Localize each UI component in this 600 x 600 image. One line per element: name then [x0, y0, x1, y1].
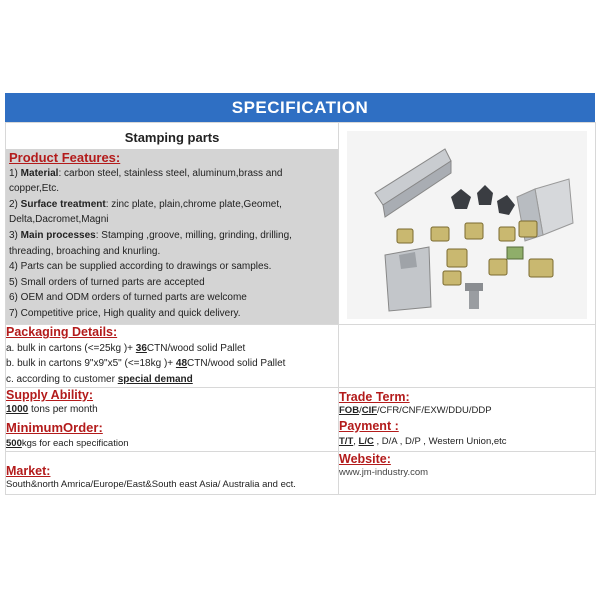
specification-banner: SPECIFICATION [5, 93, 595, 122]
feature-line: 2) Surface treatment: zinc plate, plain,chrome plate,Geomet, [9, 198, 282, 210]
feature-line: 4) Parts can be supplied according to drawings or samples. [9, 261, 272, 273]
feature-line: Delta,Dacromet,Magni [9, 214, 109, 226]
features-heading: Product Features: [9, 150, 121, 165]
feature-line: 6) OEM and ODM orders of turned parts are welcome [9, 292, 247, 304]
features-block [6, 149, 338, 324]
feature-line: 7) Competitive price, High quality and quick delivery. [9, 307, 241, 319]
payment-heading: Payment : [339, 419, 399, 433]
supply-min-cell [6, 388, 339, 452]
website-link[interactable]: www.jm-industry.com [339, 466, 429, 478]
features-cell [6, 123, 339, 325]
spec-table [5, 122, 596, 495]
packaging-line-a: a. bulk in cartons (<=25kg )+ 36CTN/wood solid Pallet [6, 342, 246, 354]
feature-line: copper,Etc. [9, 183, 60, 195]
trade-payment-cell [339, 388, 596, 452]
packaging-blank-cell [339, 325, 596, 388]
packaging-heading: Packaging Details: [6, 325, 118, 339]
packaging-line-b: b. bulk in cartons 9"x9"x5" (<=18kg )+ 48CTN/wood solid Pallet [6, 358, 286, 369]
website-heading: Website: [339, 451, 391, 466]
supply-heading: Supply Ability: [6, 388, 94, 402]
supply-line: 1000 tons per month [6, 404, 98, 415]
packaging-cell [6, 325, 339, 388]
trade-heading: Trade Term: [339, 390, 410, 404]
feature-line: 5) Small orders of turned parts are accepted [9, 276, 205, 288]
trade-line: FOB/CIF/CFR/CNF/EXW/DDU/DDP [339, 405, 492, 416]
packaging-line-c: c. according to customer special demand [6, 373, 193, 385]
product-photo-cell [339, 123, 596, 325]
feature-line: threading, broaching and knurling. [9, 245, 161, 257]
feature-line: 1) Material: carbon steel, stainless steel, aluminum,brass and [9, 167, 283, 179]
market-heading: Market: [6, 463, 51, 478]
feature-line: 3) Main processes: Stamping ,groove, milling, grinding, drilling, [9, 229, 292, 241]
payment-line: T/T, L/C , D/A , D/P , Western Union,etc [339, 436, 507, 447]
market-text: South&north Amrica/Europe/East&South east Asia/ Australia and ect. [6, 478, 296, 490]
website-cell [339, 451, 596, 494]
product-photo [347, 131, 587, 319]
min-order-heading: MinimumOrder: [6, 419, 103, 435]
specification-sheet [5, 93, 595, 495]
product-title: Stamping parts [124, 130, 220, 145]
min-order-line: 500kgs for each specification [6, 437, 129, 449]
market-cell [6, 451, 339, 494]
